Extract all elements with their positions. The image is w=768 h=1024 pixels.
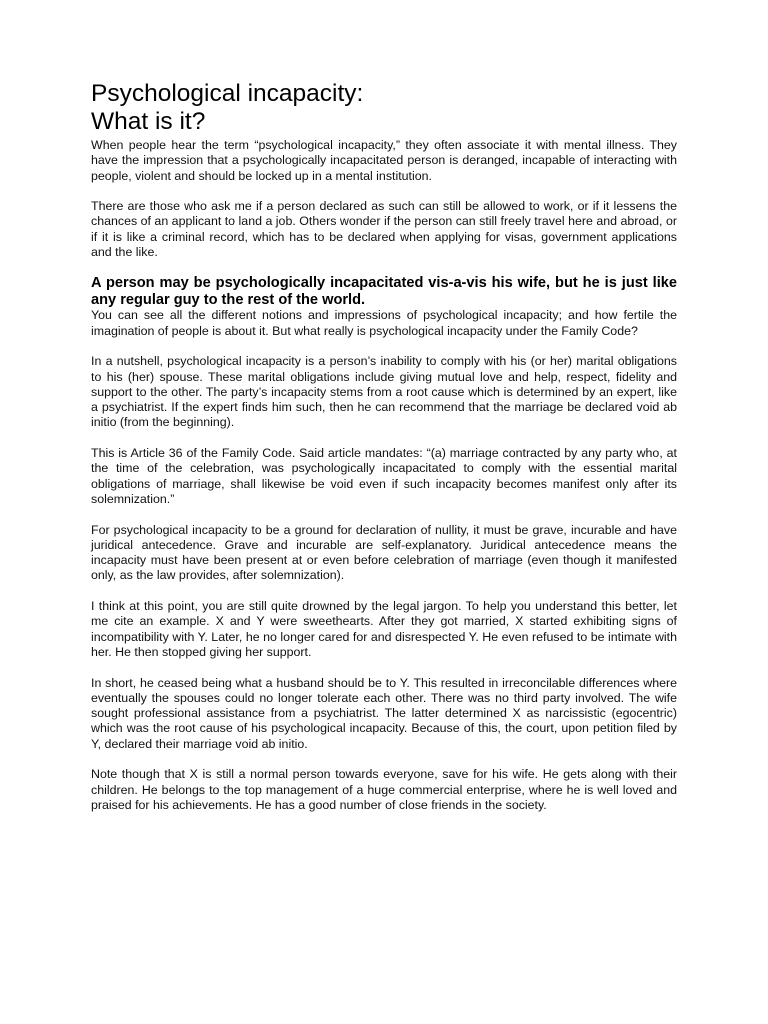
title-line-2: What is it? [91, 108, 206, 135]
document-page [91, 80, 677, 813]
article-title [91, 80, 677, 136]
paragraph-2: There are those who ask me if a person declared as such can still be allowed to work, or if it lessens the chances of an applicant to land a job. Others wonder if the person can still freely travel here and abroad, or if it is like a criminal record, which has to be declared when applying for visas, government applications and the like. [91, 199, 677, 260]
paragraph-9: Note though that X is still a normal person towards everyone, save for his wife. He gets along with their children. He belongs to the top management of a huge commercial enterprise, where he is well loved and praised for his achievements. He has a good number of close friends in the society. [91, 767, 677, 812]
paragraph-6: For psychological incapacity to be a ground for declaration of nullity, it must be grave, incurable and have juridical antecedence. Grave and incurable are self-explanatory. Juridical antecedence means the incapacity must have been present at or even before celebration of marriage (even though it manifested only, as the law provides, after solemnization). [91, 522, 677, 583]
paragraph-7: I think at this point, you are still quite drowned by the legal jargon. To help you understand this better, let me cite an example. X and Y were sweethearts. After they got married, X started exhibiting signs of incompatibility with Y. Later, he no longer cared for and disrespected Y. He even refused to be intimate with her. He then stopped giving her support. [91, 599, 677, 659]
paragraph-5: This is Article 36 of the Family Code. Said article mandates: “(a) marriage contracted by any party who, at the time of the celebration, was psychologically incapacitated to comply with the essential marital obligations of marriage, shall likewise be void even if such incapacity becomes manifest only after its solemnization.” [91, 446, 677, 506]
paragraph-1: When people hear the term “psychological incapacity,” they often associate it with mental illness. They have the impression that a psychologically incapacitated person is deranged, incapable of interacting with people, violent and should be locked up in a mental institution. [91, 138, 677, 183]
paragraph-3: You can see all the different notions and impressions of psychological incapacity; and how fertile the imagination of people is about it. But what really is psychological incapacity under the Family Code? [91, 308, 677, 338]
pull-quote: A person may be psychologically incapacitated vis-a-vis his wife, but he is just like any regular guy to the rest of the world. [91, 275, 677, 308]
paragraph-8: In short, he ceased being what a husband should be to Y. This resulted in irreconcilable differences where eventually the spouses could no longer tolerate each other. There was no third party involved. The wife sought professional assistance from a psychiatrist. The latter determined X as narcissistic (egocentric) which was the root cause of his psychological incapacity. Because of this, the court, upon petition filed by Y, declared their marriage void ab initio. [91, 675, 677, 751]
paragraph-4: In a nutshell, psychological incapacity is a person’s inability to comply with his (or her) marital obligations to his (her) spouse. These marital obligations include giving mutual love and help, respect, fidelity and support to the other. The party’s incapacity stems from a root cause which is determined by an expert, like a psychiatrist. If the expert finds him such, then he can recommend that the marriage be declared void ab initio (from the beginning). [91, 354, 677, 430]
title-line-1: Psychological incapacity: [91, 80, 364, 107]
